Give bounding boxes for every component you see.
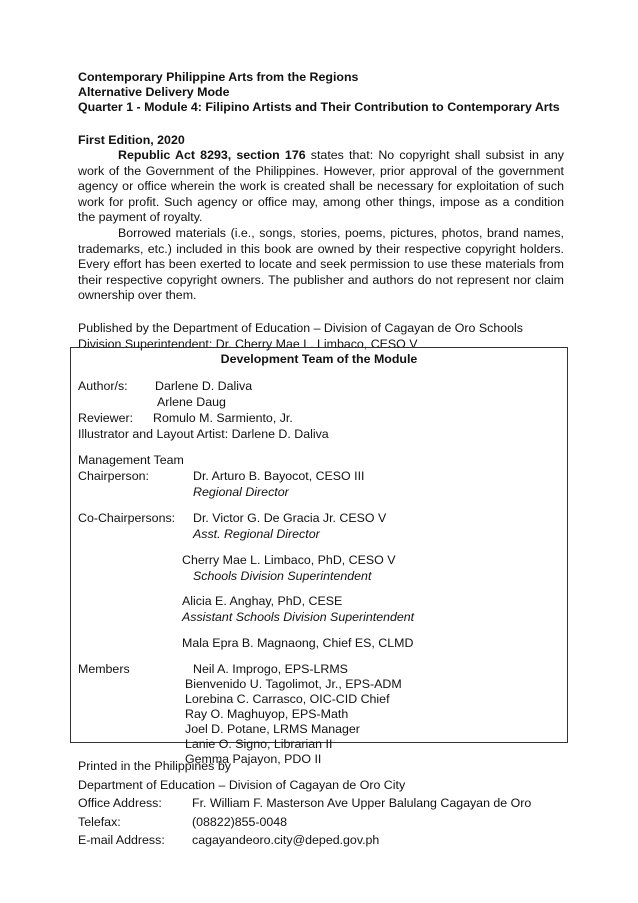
- member-name: Neil A. Improgo, EPS-LRMS: [193, 662, 348, 676]
- member-name: Bienvenido U. Tagolimot, Jr., EPS-ADM: [185, 677, 402, 691]
- chairperson-label: Chairperson:: [78, 469, 149, 483]
- printed-line: Printed in the Philippines by: [78, 759, 231, 773]
- co-chair-title: Asst. Regional Director: [193, 527, 320, 541]
- member-name: Ray O. Maghuyop, EPS-Math: [185, 707, 349, 721]
- module-title: Quarter 1 - Module 4: Filipino Artists and Their Contribution to Contemporary Arts: [78, 100, 560, 114]
- copyright-paragraph: [78, 148, 564, 226]
- edition: First Edition, 2020: [78, 133, 185, 147]
- superintendent-line: Division Superintendent: Dr. Cherry Mae L. Limbaco, CESO V: [78, 336, 418, 351]
- office-address-label: Office Address:: [78, 796, 162, 810]
- co-chair-name: Alicia E. Anghay, PhD, CESE: [182, 594, 343, 608]
- members-label: Members: [78, 662, 130, 676]
- team-heading: Development Team of the Module: [220, 352, 418, 366]
- publisher-line: Published by the Department of Education – Division of Cagayan de Oro Schools: [78, 320, 523, 335]
- email-row: [78, 831, 578, 850]
- author-name: Darlene D. Daliva: [155, 379, 253, 393]
- co-chair-name: Mala Epra B. Magnaong, Chief ES, CLMD: [182, 636, 414, 650]
- telefax-value: (08822)855-0048: [192, 814, 288, 829]
- department-line: Department of Education – Division of Cagayan de Oro City: [78, 777, 406, 792]
- member-name: Lorebina C. Carrasco, OIC-CID Chief: [185, 692, 390, 706]
- illustrator-line: Illustrator and Layout Artist: Darlene D. Daliva: [78, 427, 329, 441]
- republic-act: Republic Act 8293, section 176: [118, 148, 306, 162]
- reviewer-label: Reviewer:: [78, 411, 134, 425]
- copyright-text: states that: No copyright shall subsist in any work of the Government of the Philippines. However, prior approval of the government agency or office wherein the work is created shall be necessary for exploitation of such work for profit. Such agency or office may, among other things, impose as a condition the payment of royalty.: [78, 148, 564, 225]
- reviewer-name: Romulo M. Sarmiento, Jr.: [153, 411, 293, 425]
- email-label: E-mail Address:: [78, 833, 165, 847]
- member-name: Joel D. Potane, LRMS Manager: [185, 722, 360, 736]
- email-value: cagayandeoro.city@deped.gov.ph: [192, 833, 380, 847]
- co-chair-name: Cherry Mae L. Limbaco, PhD, CESO V: [182, 553, 396, 567]
- author-name: Arlene Daug: [157, 395, 226, 409]
- authors-label: Author/s:: [78, 379, 128, 393]
- chairperson-title: Regional Director: [193, 485, 289, 499]
- title-block: [78, 70, 564, 115]
- member-name: Lanie O. Signo, Librarian II: [185, 737, 333, 751]
- office-address-value: Fr. William F. Masterson Ave Upper Balulang Cagayan de Oro: [192, 796, 532, 810]
- borrowed-materials-paragraph: Borrowed materials (i.e., songs, stories, poems, pictures, photos, brand names, trademarks, etc.) included in this book are owned by their respective copyright holders. Every effort has been exerted to locate and seek permission to use these materials from their respective copyright owners. The publisher and authors do not represent nor claim ownership over them.: [78, 225, 564, 303]
- office-address-row: [78, 794, 578, 813]
- telefax-row: [78, 813, 578, 832]
- member-name: Gemma Pajayon, PDO II: [185, 752, 322, 766]
- subject-title: Contemporary Philippine Arts from the Regions: [78, 70, 359, 84]
- chairperson-name: Dr. Arturo B. Bayocot, CESO III: [193, 469, 365, 483]
- co-chair-name: Dr. Victor G. De Gracia Jr. CESO V: [193, 511, 387, 525]
- co-chair-title: Assistant Schools Division Superintendent: [182, 610, 415, 624]
- printing-info: [78, 757, 578, 850]
- telefax-label: Telefax:: [78, 814, 121, 829]
- co-chairpersons-label: Co-Chairpersons:: [78, 511, 176, 525]
- management-team-label: Management Team: [78, 453, 184, 467]
- copyright-page: [78, 70, 564, 352]
- co-chair-title: Schools Division Superintendent: [193, 569, 372, 583]
- delivery-mode: Alternative Delivery Mode: [78, 85, 230, 99]
